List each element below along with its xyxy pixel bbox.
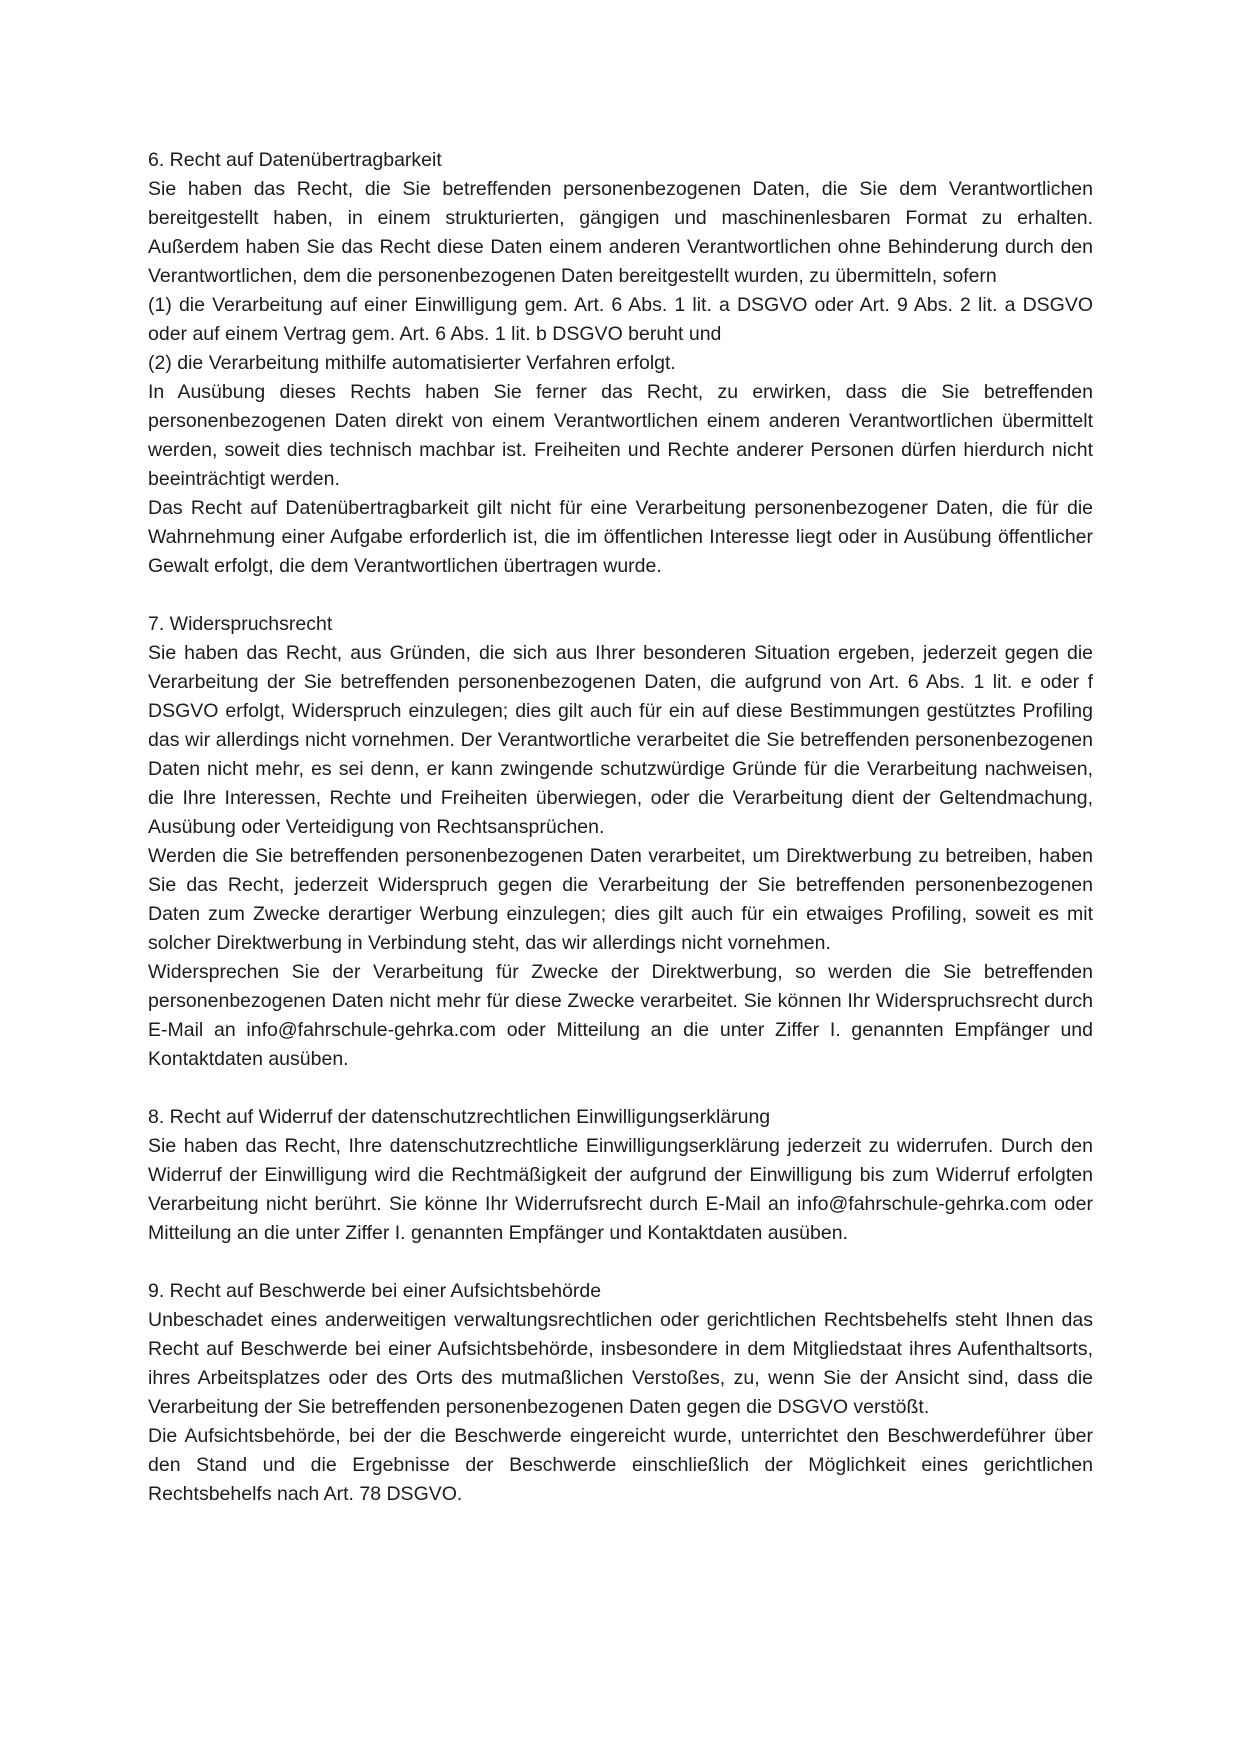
- section-paragraph: Die Aufsichtsbehörde, bei der die Beschwerde eingereicht wurde, unterrichtet den Beschwerdeführer über den Stand und die Ergebnisse der Beschwerde einschließlich der Möglichkeit eines gerichtlichen Rechtsbehelfs nach Art. 78 DSGVO.: [148, 1425, 1093, 1505]
- section-paragraph: Widersprechen Sie der Verarbeitung für Zwecke der Direktwerbung, so werden die Sie betreffenden personenbezogenen Daten nicht mehr für diese Zwecke verarbeitet. Sie können Ihr Widerspruchsrecht durch E-Mail an info@fahrschule-gehrka.com oder Mitteilung an die unter Ziffer I. genannten Empfänger und Kontaktdaten ausüben.: [148, 961, 1093, 1070]
- document-page: [148, 146, 1093, 1509]
- section-paragraph: (1) die Verarbeitung auf einer Einwilligung gem. Art. 6 Abs. 1 lit. a DSGVO oder Art. 9 Abs. 2 lit. a DSGVO oder auf einem Vertrag gem. Art. 6 Abs. 1 lit. b DSGVO beruht und: [148, 294, 1093, 345]
- section-revocation-of-consent: [148, 1103, 1093, 1248]
- section-heading: 7. Widerspruchsrecht: [148, 613, 333, 635]
- section-paragraph: In Ausübung dieses Rechts haben Sie ferner das Recht, zu erwirken, dass die Sie betreffenden personenbezogenen Daten direkt von einem Verantwortlichen einem anderen Verantwortlichen übermittelt werden, soweit dies technisch machbar ist. Freiheiten und Rechte anderer Personen dürfen hierdurch nicht beeinträchtigt werden.: [148, 381, 1093, 490]
- section-paragraph: (2) die Verarbeitung mithilfe automatisierter Verfahren erfolgt.: [148, 352, 676, 374]
- section-paragraph: Sie haben das Recht, Ihre datenschutzrechtliche Einwilligungserklärung jederzeit zu widerrufen. Durch den Widerruf der Einwilligung wird die Rechtmäßigkeit der aufgrund der Einwilligung bis zum Widerruf erfolgten Verarbeitung nicht berührt. Sie könne Ihr Widerrufsrecht durch E-Mail an info@fahrschule-gehrka.com oder Mitteilung an die unter Ziffer I. genannten Empfänger und Kontaktdaten ausüben.: [148, 1135, 1093, 1244]
- section-paragraph: Werden die Sie betreffenden personenbezogenen Daten verarbeitet, um Direktwerbung zu betreiben, haben Sie das Recht, jederzeit Widerspruch gegen die Verarbeitung der Sie betreffenden personenbezogenen Daten zum Zwecke derartiger Werbung einzulegen; dies gilt auch für ein etwaiges Profiling, soweit es mit solcher Direktwerbung in Verbindung steht, das wir allerdings nicht vornehmen.: [148, 845, 1093, 954]
- section-heading: 6. Recht auf Datenübertragbarkeit: [148, 149, 442, 171]
- section-paragraph: Sie haben das Recht, die Sie betreffenden personenbezogenen Daten, die Sie dem Verantwortlichen bereitgestellt haben, in einem strukturierten, gängigen und maschinenlesbaren Format zu erhalten. Außerdem haben Sie das Recht diese Daten einem anderen Verantwortlichen ohne Behinderung durch den Verantwortlichen, dem die personenbezogenen Daten bereitgestellt wurden, zu übermitteln, sofern: [148, 178, 1093, 287]
- section-right-to-object: [148, 610, 1093, 1074]
- section-paragraph: Unbeschadet eines anderweitigen verwaltungsrechtlichen oder gerichtlichen Rechtsbehelfs steht Ihnen das Recht auf Beschwerde bei einer Aufsichtsbehörde, insbesondere in dem Mitgliedstaat ihres Aufenthaltsorts, ihres Arbeitsplatzes oder des Orts des mutmaßlichen Verstoßes, zu, wenn Sie der Ansicht sind, dass die Verarbeitung der Sie betreffenden personenbezogenen Daten gegen die DSGVO verstößt.: [148, 1309, 1093, 1418]
- section-heading: 8. Recht auf Widerruf der datenschutzrechtlichen Einwilligungserklärung: [148, 1106, 771, 1128]
- section-data-portability: [148, 146, 1093, 581]
- section-paragraph: Das Recht auf Datenübertragbarkeit gilt nicht für eine Verarbeitung personenbezogener Daten, die für die Wahrnehmung einer Aufgabe erforderlich ist, die im öffentlichen Interesse liegt oder in Ausübung öffentlicher Gewalt erfolgt, die dem Verantwortlichen übertragen wurde.: [148, 497, 1093, 577]
- section-right-to-complain: [148, 1277, 1093, 1509]
- section-heading: 9. Recht auf Beschwerde bei einer Aufsichtsbehörde: [148, 1280, 602, 1302]
- section-paragraph: Sie haben das Recht, aus Gründen, die sich aus Ihrer besonderen Situation ergeben, jederzeit gegen die Verarbeitung der Sie betreffenden personenbezogenen Daten, die aufgrund von Art. 6 Abs. 1 lit. e oder f DSGVO erfolgt, Widerspruch einzulegen; dies gilt auch für ein auf diese Bestimmungen gestütztes Profiling das wir allerdings nicht vornehmen. Der Verantwortliche verarbeitet die Sie betreffenden personenbezogenen Daten nicht mehr, es sei denn, er kann zwingende schutzwürdige Gründe für die Verarbeitung nachweisen, die Ihre Interessen, Rechte und Freiheiten überwiegen, oder die Verarbeitung dient der Geltendmachung, Ausübung oder Verteidigung von Rechtsansprüchen.: [148, 642, 1093, 838]
